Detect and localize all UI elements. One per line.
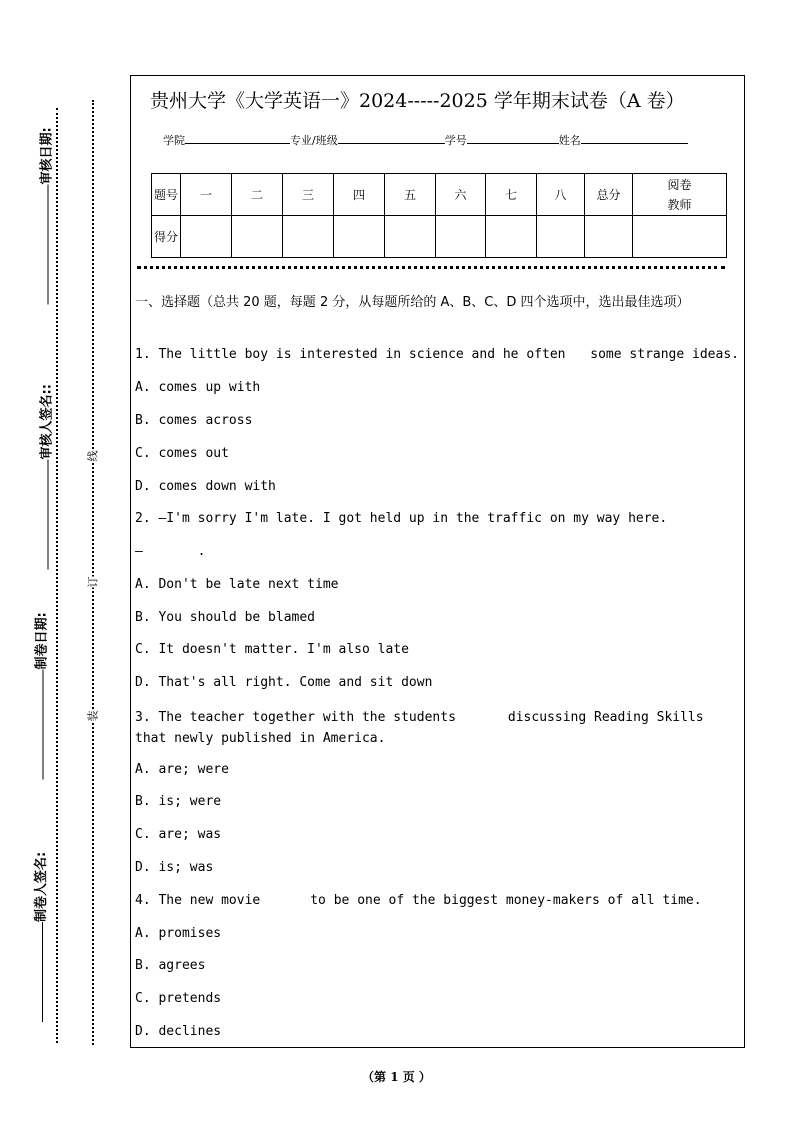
question-1-stem: [135, 347, 739, 362]
college-blank[interactable]: [185, 133, 290, 144]
question-4-option-a[interactable]: A. promises: [135, 926, 222, 941]
score-col-5: 五: [385, 174, 436, 216]
major-label: 专业/班级: [290, 134, 338, 147]
review-date-field: 审核日期:: [36, 165, 55, 305]
question-3-option-b[interactable]: B. is; were: [135, 794, 222, 809]
student-id-blank[interactable]: [467, 133, 559, 144]
major-blank[interactable]: [338, 133, 445, 144]
score-col-1: 一: [181, 174, 232, 216]
score-cell-2[interactable]: [232, 216, 283, 258]
score-table: [151, 173, 727, 258]
score-table-row-header-score: 得分: [152, 216, 181, 258]
make-date-field: 制卷日期:: [31, 620, 50, 780]
binding-char-pack: 装: [86, 710, 100, 722]
score-table-row-header-number: 题号: [152, 174, 181, 216]
question-4-stem: [135, 893, 702, 908]
question-4-option-b[interactable]: B. agrees: [135, 958, 206, 973]
question-1-option-a[interactable]: A. comes up with: [135, 380, 261, 395]
score-col-7: 七: [486, 174, 537, 216]
score-col-6: 六: [436, 174, 486, 216]
question-3-stem-part-b: discussing Reading Skills that newly published in America.: [135, 710, 704, 746]
question-3-option-c[interactable]: C. are; was: [135, 827, 222, 842]
question-1-stem-part-b: some strange ideas.: [590, 347, 739, 362]
question-3-option-d[interactable]: D. is; was: [135, 860, 214, 875]
question-1-option-b[interactable]: B. comes across: [135, 413, 253, 428]
question-4-option-d[interactable]: D. declines: [135, 1024, 222, 1039]
question-2-option-c[interactable]: C. It doesn't matter. I'm also late: [135, 642, 409, 657]
binding-char-order: 订: [86, 576, 100, 588]
score-cell-8[interactable]: [537, 216, 585, 258]
maker-sign-field: 制卷人签名:: [30, 847, 49, 1022]
question-4-stem-part-a: 4. The new movie: [135, 893, 261, 908]
score-cell-5[interactable]: [385, 216, 436, 258]
binding-dotted-line-outer: [56, 108, 58, 1043]
reviewer-sign-field: 审核人签名::: [36, 390, 55, 570]
question-2-option-b[interactable]: B. You should be blamed: [135, 610, 316, 625]
score-cell-4[interactable]: [334, 216, 385, 258]
header-divider: [137, 266, 725, 269]
name-label: 姓名: [558, 134, 581, 147]
score-cell-grader[interactable]: [633, 216, 727, 258]
question-3-stem: [135, 707, 741, 749]
question-2-option-a[interactable]: A. Don't be late next time: [135, 577, 339, 592]
page-number: （第 1 页 ）: [362, 1070, 431, 1084]
question-3-option-a[interactable]: A. are; were: [135, 762, 229, 777]
score-cell-total[interactable]: [585, 216, 633, 258]
score-cell-7[interactable]: [486, 216, 537, 258]
score-col-8: 八: [537, 174, 585, 216]
score-cell-1[interactable]: [181, 216, 232, 258]
score-col-4: 四: [334, 174, 385, 216]
score-col-3: 三: [283, 174, 334, 216]
score-cell-3[interactable]: [283, 216, 334, 258]
score-cell-6[interactable]: [436, 216, 486, 258]
name-blank[interactable]: [581, 133, 688, 144]
question-4-option-c[interactable]: C. pretends: [135, 991, 222, 1006]
question-1-option-c[interactable]: C. comes out: [135, 446, 229, 461]
score-col-2: 二: [232, 174, 283, 216]
question-1-stem-part-a: 1. The little boy is interested in science and he often: [135, 347, 566, 362]
score-col-total: 总分: [585, 174, 633, 216]
college-label: 学院: [163, 134, 185, 147]
exam-title: 贵州大学《大学英语一》2024-----2025 学年期末试卷（A 卷）: [150, 90, 685, 112]
binding-dotted-line-inner: [92, 100, 94, 1045]
score-col-grader: 阅卷教师: [633, 174, 727, 216]
question-3-stem-part-a: 3. The teacher together with the students: [135, 710, 456, 725]
question-2-stem: 2. —I'm sorry I'm late. I got held up in the traffic on my way here.: [135, 511, 668, 526]
question-4-stem-part-b: to be one of the biggest money-makers of all time.: [310, 893, 702, 908]
student-id-label: 学号: [444, 134, 467, 147]
question-2-reply-blank: — .: [135, 544, 206, 559]
student-info-row: [163, 132, 688, 148]
question-1-option-d[interactable]: D. comes down with: [135, 479, 276, 494]
binding-char-line: 线: [86, 450, 100, 462]
section-heading: 一、选择题（总共 20 题，每题 2 分，从每题所给的 A、B、C、D 四个选项中，选出最佳选项）: [135, 295, 690, 310]
question-2-option-d[interactable]: D. That's all right. Come and sit down: [135, 675, 433, 690]
